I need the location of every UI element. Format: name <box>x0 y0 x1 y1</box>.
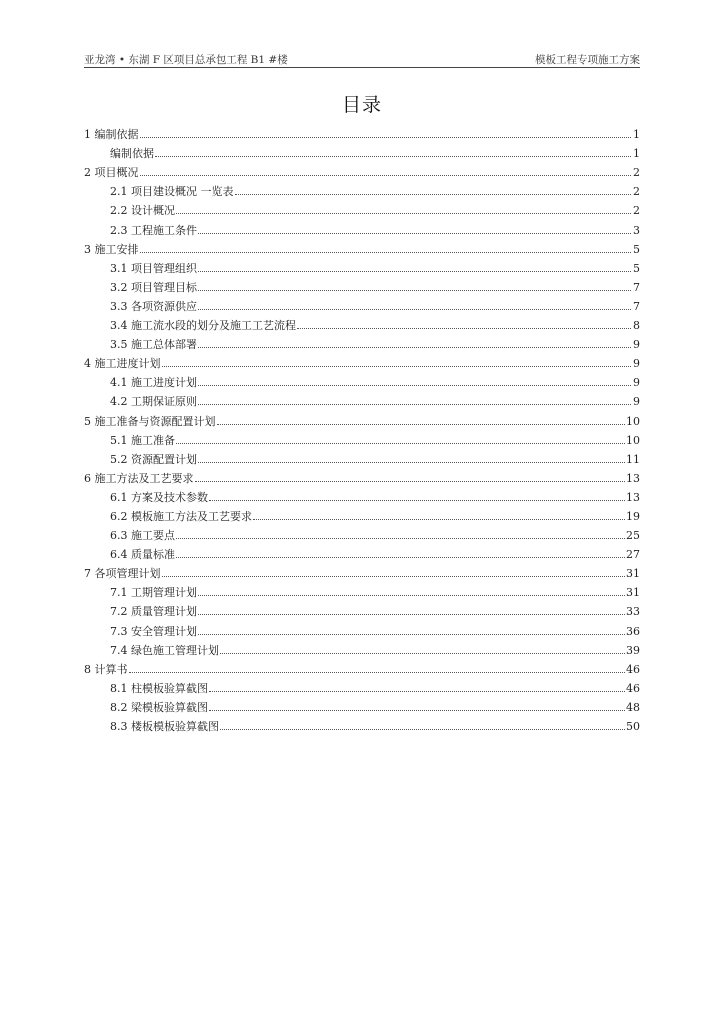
toc-entry-section[interactable] <box>84 122 640 141</box>
toc-leader-dots <box>176 212 631 214</box>
toc-leader-dots <box>176 537 625 539</box>
toc-entry-text: 7.2 质量管理计划 <box>110 605 197 619</box>
toc-leader-dots <box>198 613 625 615</box>
toc-entry-text: 6.2 模板施工方法及工艺要求 <box>110 509 252 523</box>
toc-leader-dots <box>217 423 626 425</box>
toc-page-number: 9 <box>633 338 640 352</box>
toc-leader-dots <box>220 728 625 730</box>
toc-page-number: 1 <box>633 147 640 161</box>
toc-entry-subsection[interactable] <box>84 523 640 542</box>
toc-page-number: 13 <box>626 471 640 485</box>
toc-page-number: 48 <box>626 700 640 714</box>
toc-page-number: 46 <box>626 662 640 676</box>
toc-entry-text: 1 编制依据 <box>84 128 139 142</box>
toc-leader-dots <box>140 251 632 253</box>
toc-entry-subsection[interactable] <box>84 179 640 198</box>
toc-entry-subsection[interactable] <box>84 580 640 599</box>
toc-entry-subsection[interactable] <box>84 256 640 275</box>
header-document-title: 模板工程专项施工方案 <box>535 54 640 66</box>
toc-leader-dots <box>198 403 631 405</box>
toc-leader-dots <box>209 709 625 711</box>
toc-leader-dots <box>253 518 625 520</box>
toc-page-number: 2 <box>633 204 640 218</box>
toc-entry-subsection[interactable] <box>84 638 640 657</box>
toc-entry-text: 6.4 质量标准 <box>110 548 175 562</box>
toc-page-number: 1 <box>633 128 640 142</box>
page-header <box>84 52 640 68</box>
toc-leader-dots <box>235 193 632 195</box>
toc-entry-text: 3.3 各项资源供应 <box>110 299 197 313</box>
toc-entry-text: 8.3 楼板模板验算截图 <box>110 720 219 733</box>
toc-leader-dots <box>176 556 625 558</box>
toc-page-number: 9 <box>633 395 640 409</box>
toc-entry-subsection[interactable] <box>84 370 640 389</box>
toc-entry-text: 8.2 梁模板验算截图 <box>110 700 208 714</box>
toc-entry-subsection[interactable] <box>84 217 640 236</box>
toc-leader-dots <box>162 365 632 367</box>
toc-entry-text: 2.3 工程施工条件 <box>110 223 197 237</box>
toc-entry-text: 3.5 施工总体部署 <box>110 338 197 352</box>
toc-leader-dots <box>198 594 625 596</box>
toc-entry-subsection[interactable] <box>84 695 640 714</box>
toc-entry-subsection[interactable] <box>84 676 640 695</box>
toc-entry-text: 3.4 施工流水段的划分及施工工艺流程 <box>110 319 296 333</box>
toc-page-number: 8 <box>633 319 640 333</box>
toc-page-number: 2 <box>633 166 640 180</box>
toc-page-number: 31 <box>626 567 640 581</box>
toc-entry-text: 7.1 工期管理计划 <box>110 586 197 600</box>
toc-page-number: 39 <box>626 643 640 657</box>
toc-entry-section[interactable] <box>84 657 640 676</box>
toc-page-number: 10 <box>626 433 640 447</box>
toc-entry-text: 5.2 资源配置计划 <box>110 452 197 466</box>
toc-page-number: 2 <box>633 185 640 199</box>
toc-entry-section[interactable] <box>84 408 640 427</box>
toc-entry-text: 7.3 安全管理计划 <box>110 624 197 638</box>
toc-leader-dots <box>297 327 631 329</box>
toc-leader-dots <box>198 308 631 310</box>
toc-page-number: 46 <box>626 681 640 695</box>
toc-page-number: 7 <box>633 299 640 313</box>
toc-page-number: 19 <box>626 509 640 523</box>
toc-leader-dots <box>198 232 631 234</box>
toc-entry-subsection[interactable] <box>84 389 640 408</box>
toc-entry-subsection[interactable] <box>84 485 640 504</box>
toc-entry-text: 5 施工准备与资源配置计划 <box>84 414 216 428</box>
toc-entry-subsection[interactable] <box>84 198 640 217</box>
toc-entry-text: 5.1 施工准备 <box>110 433 175 447</box>
toc-page-number: 50 <box>626 720 640 733</box>
toc-leader-dots <box>220 652 625 654</box>
toc-leader-dots <box>209 499 625 501</box>
toc-entry-text: 6 施工方法及工艺要求 <box>84 471 194 485</box>
toc-page-number: 5 <box>633 242 640 256</box>
toc-entry-text: 7 各项管理计划 <box>84 567 161 581</box>
toc-entry-subsection[interactable] <box>84 599 640 618</box>
toc-page-number: 25 <box>626 529 640 543</box>
toc-page-number: 11 <box>626 452 640 466</box>
toc-leader-dots <box>198 461 625 463</box>
toc-entry-text: 2 项目概况 <box>84 166 139 180</box>
toc-entry-text: 4 施工进度计划 <box>84 357 161 371</box>
toc-title: 目录 <box>341 94 382 116</box>
toc-entry-section[interactable] <box>84 237 640 256</box>
toc-page-number: 27 <box>626 548 640 562</box>
toc-entry-section[interactable] <box>84 466 640 485</box>
toc-entry-subsection[interactable] <box>84 447 640 466</box>
toc-page-number: 36 <box>626 624 640 638</box>
toc-page-number: 3 <box>633 223 640 237</box>
toc-leader-dots <box>140 136 632 138</box>
toc-entry-text: 2.2 设计概况 <box>110 204 175 218</box>
toc-leader-dots <box>176 442 625 444</box>
toc-entry-subsection[interactable] <box>84 332 640 351</box>
toc-leader-dots <box>140 174 632 176</box>
toc-leader-dots <box>162 575 626 577</box>
toc-entry-section[interactable] <box>84 160 640 179</box>
toc-leader-dots <box>129 671 626 673</box>
toc-leader-dots <box>209 690 625 692</box>
toc-page-number: 33 <box>626 605 640 619</box>
toc-entry-section[interactable] <box>84 561 640 580</box>
toc-entry-text: 8.1 柱模板验算截图 <box>110 681 208 695</box>
toc-leader-dots <box>198 384 631 386</box>
toc-leader-dots <box>155 155 631 157</box>
toc-entry-text: 2.1 项目建设概况 一览表 <box>110 185 234 199</box>
table-of-contents <box>84 122 640 733</box>
toc-entry-text: 4.2 工期保证原则 <box>110 395 197 409</box>
toc-entry-subsection[interactable] <box>84 428 640 447</box>
toc-entry-section[interactable] <box>84 351 640 370</box>
toc-leader-dots <box>198 289 631 291</box>
toc-entry-subsection[interactable] <box>84 294 640 313</box>
toc-entry-subsection[interactable] <box>84 141 640 160</box>
toc-page-number: 9 <box>633 376 640 390</box>
toc-entry-subsection[interactable] <box>84 313 640 332</box>
toc-entry-subsection[interactable] <box>84 714 640 733</box>
toc-page-number: 13 <box>626 490 640 504</box>
toc-entry-text: 编制依据 <box>110 147 154 161</box>
toc-entry-text: 6.3 施工要点 <box>110 529 175 543</box>
toc-entry-subsection[interactable] <box>84 542 640 561</box>
toc-entry-subsection[interactable] <box>84 275 640 294</box>
toc-entry-text: 3 施工安排 <box>84 242 139 256</box>
toc-leader-dots <box>198 270 631 272</box>
toc-page-number: 31 <box>626 586 640 600</box>
toc-entry-subsection[interactable] <box>84 504 640 523</box>
toc-entry-text: 7.4 绿色施工管理计划 <box>110 643 219 657</box>
toc-page-number: 7 <box>633 280 640 294</box>
toc-entry-text: 8 计算书 <box>84 662 128 676</box>
header-project-name: 亚龙湾 • 东湖 F 区项目总承包工程 B1 #楼 <box>84 54 288 66</box>
toc-page-number: 9 <box>633 357 640 371</box>
toc-page-number: 5 <box>633 261 640 275</box>
toc-leader-dots <box>198 346 631 348</box>
toc-entry-text: 3.2 项目管理目标 <box>110 280 197 294</box>
toc-leader-dots <box>198 633 625 635</box>
toc-leader-dots <box>195 480 626 482</box>
toc-page-number: 10 <box>626 414 640 428</box>
toc-entry-subsection[interactable] <box>84 618 640 637</box>
toc-entry-text: 3.1 项目管理组织 <box>110 261 197 275</box>
header-rule <box>84 67 640 68</box>
toc-entry-text: 6.1 方案及技术参数 <box>110 490 208 504</box>
toc-entry-text: 4.1 施工进度计划 <box>110 376 197 390</box>
